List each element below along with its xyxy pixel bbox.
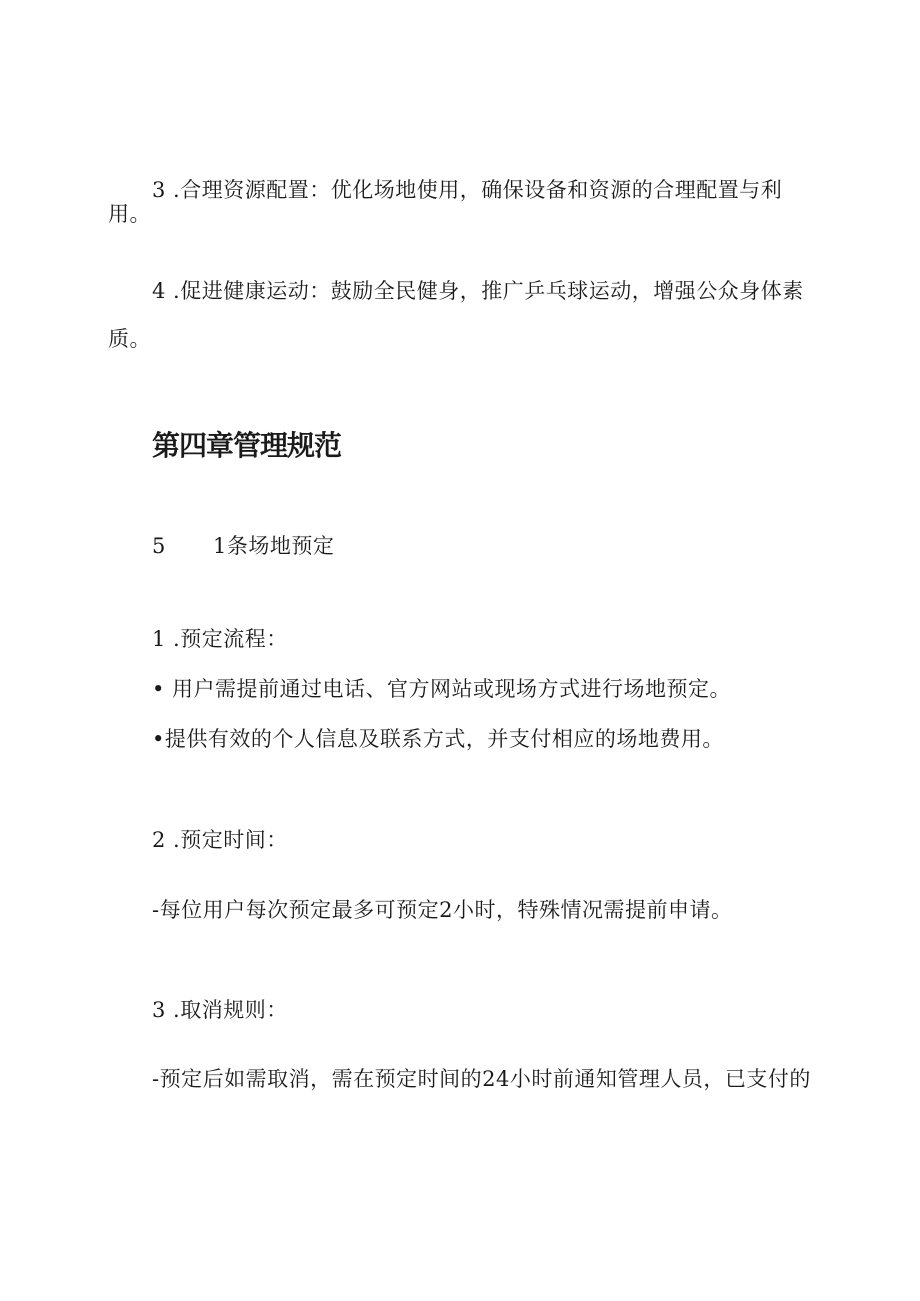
booking-process-bullet-1: • 用户需提前通过电话、官方网站或现场方式进行场地预定。 [152, 677, 732, 701]
goal-item-4-line-2: 质。 [108, 327, 151, 351]
chapter-title: 第四章管理规范 [152, 429, 342, 462]
goal-item-4-line-1: 4 .促进健康运动：鼓励全民健身，推广乒乓球运动，增强公众身体素 [152, 279, 804, 303]
booking-process-bullet-2: •提供有效的个人信息及联系方式，并支付相应的场地费用。 [152, 727, 724, 751]
cancel-rules-heading: 3 .取消规则： [152, 998, 288, 1022]
goal-item-3-line-2: 用。 [108, 202, 151, 226]
article-number: 5 [152, 534, 166, 558]
booking-process-heading: 1 .预定流程： [152, 627, 288, 651]
cancel-rules-item-1: -预定后如需取消，需在预定时间的24小时前通知管理人员，已支付的 [152, 1067, 811, 1091]
article-title: 1条场地预定 [213, 534, 335, 558]
goal-item-3-line-1: 3 .合理资源配置：优化场地使用，确保设备和资源的合理配置与利 [152, 178, 783, 202]
booking-time-heading: 2 .预定时间： [152, 828, 288, 852]
booking-time-item-1: -每位用户每次预定最多可预定2小时，特殊情况需提前申请。 [152, 898, 733, 922]
